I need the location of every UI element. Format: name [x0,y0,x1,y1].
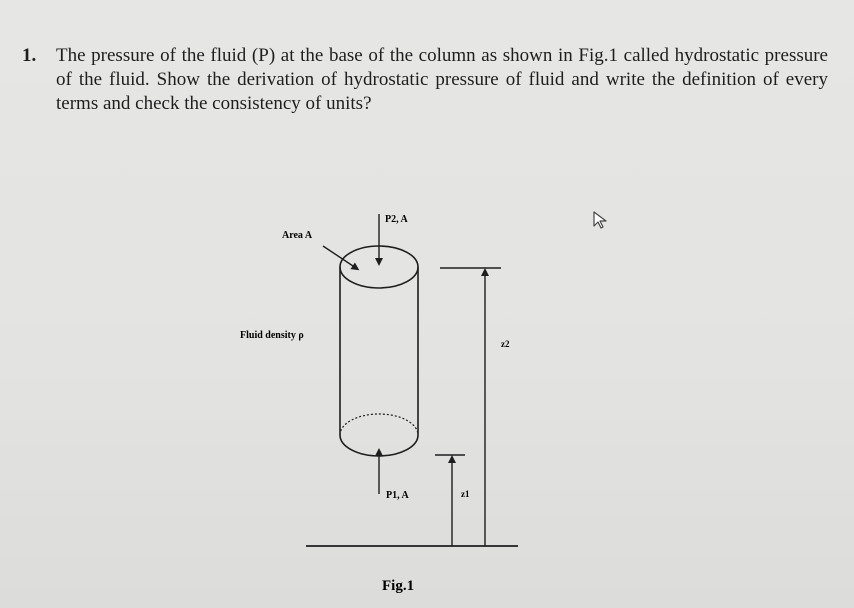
z2-label: z2 [501,339,510,349]
figure-caption: Fig.1 [382,578,415,594]
question-text: The pressure of the fluid (P) at the base of the column as shown in Fig.1 called hydrostatic pressure of the fluid. Show the derivation of hydrostatic pressure of fluid and write the definition of every terms and check the consistency of units? [56,45,828,114]
column-bottom-back-arc [340,414,418,435]
z1-label: z1 [461,489,470,499]
bottom-force-label: P1, A [386,490,409,501]
fluid-column [340,246,418,456]
pointer-cursor-icon [592,210,610,230]
area-label: Area A [282,230,313,241]
top-force-label: P2, A [385,214,408,225]
density-label: Fluid density ρ [240,330,304,341]
question-number: 1. [22,45,37,66]
